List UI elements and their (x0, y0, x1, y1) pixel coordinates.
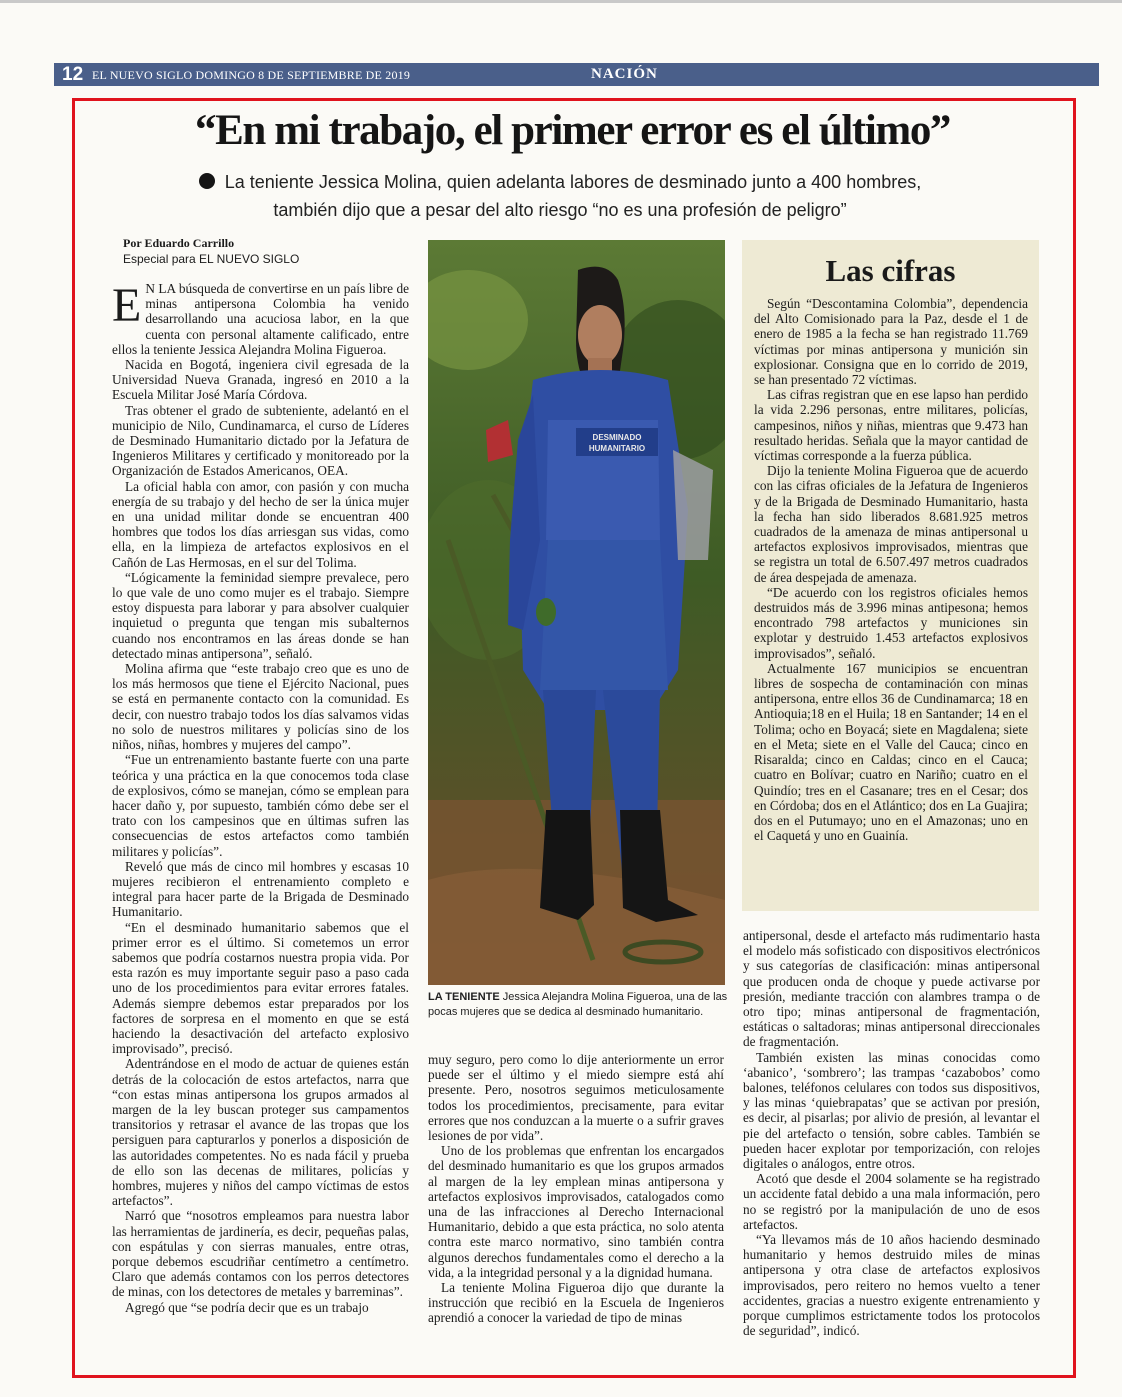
paragraph: “En el desminado humanitario sabemos que el primer error es el último. Si cometemos un error sabemos que podría costarnos nuestra propia vida. Por esta razón es muy importante seguir paso a paso cada uno de los procedimientos para evitar errores fatales. Además siempre debemos estar preparados por los factores de sorpresa en el momento en que se está haciendo la desactivación del artefacto explosivo improvisado”, precisó. (112, 919, 409, 1057)
byline-author: Por Eduardo Carrillo (123, 236, 235, 250)
sidebar-las-cifras (742, 240, 1039, 911)
headline: “En mi trabajo, el primer error es el último” (194, 107, 951, 154)
photo-caption (428, 990, 728, 1020)
sidebar-paragraph: Según “Descontamina Colombia”, dependencia del Alto Comisionado para la Paz, desde el 1 de enero de 1985 a la fecha se han registrado 11.769 víctimas por minas antipersona y munición sin explosionar. Consigna que en lo corrido de 2019, se han presentado 72 víctimas. (754, 296, 1028, 388)
paragraph: Tras obtener el grado de subteniente, adelantó en el municipio de Nilo, Cundinamarca, el curso de Líderes de Desminado Humanitario dictado por la Jefatura de Ingenieros Militares y certificado y monitoreado por la Organización de Estados Americanos, OEA. (112, 402, 409, 479)
caption-text: Jessica Alejandra Molina Figueroa, una de las pocas mujeres que se dedica al desminado humanitario. (428, 991, 728, 1018)
sidebar-paragraph: Actualmente 167 municipios se encuentran libres de sospecha de contaminación con minas antipersona, entre ellos 36 de Cundinamarca; 18 en Antioquia;18 en el Huila; 18 en Santander; 14 en el Tolima; ocho en Boyacá; siete en Magdalena; siete en el Meta; siete en el Valle del Cauca; cinco en Risaralda; cinco en Caldas; cinco en el Cauca; cuatro en Bolívar; cuatro en Nariño; cuatro en el Quindío; tres en el Casanare; tres en el Cesar; dos en Córdoba; dos en el Atlántico; dos en La Guajira; dos en el Putumayo; uno en el Amazonas; uno en el Caquetá y uno en Guainía. (754, 660, 1028, 844)
scan-edge (0, 0, 1122, 3)
paragraph: Acotó que desde el 2004 solamente se ha registrado un accidente fatal debido a una mala información, pero no se registró por la manipulación de uno de esos artefactos. (743, 1171, 1040, 1232)
article-column-2 (428, 1052, 724, 1326)
paragraph: La teniente Molina Figueroa dijo que durante la instrucción que recibió en la Escuela de Ingenieros aprendió a conocer la variedad de tipo de minas (428, 1280, 724, 1326)
sidebar-paragraph: Dijo la teniente Molina Figueroa que de acuerdo con las cifras oficiales de la Jefatura de Ingenieros y de la Brigada de Desminado Humanitario, hasta la fecha han sido liberados 8.681.925 metros cuadrados de la amenaza de minas antipersonal u artefactos explosivos improvisados, mientras que se registra un total de 6.507.497 metros cuadrados de área despejada de amenaza. (754, 463, 1028, 585)
paragraph: “Lógicamente la feminidad siempre prevalece, pero lo que vale de uno como mujer es el trabajo. Siempre estoy dispuesta para laborar y para absolver cualquier inquietud o pregunta que tengan mis subalternos cuando nos encontramos en las áreas donde se han detectado minas antipersona”, señaló. (112, 569, 409, 661)
section-name: NACIÓN (591, 66, 658, 82)
article-column-1 (112, 281, 409, 1315)
paragraph: También existen las minas conocidas como ‘abanico’, ‘sombrero’; las trampas ‘cazabobos’ como balones, teléfonos celulares con todos sus dispositivos, y las minas ‘quiebrapatas’ que se activan por presión, es decir, al pisarlas; por alivio de presión, al levantar el pie del artefacto o tensión, sobre cables. También se pueden hacer explotar por temporización, con relojes digitales o análogos, entre otros. (743, 1049, 1040, 1172)
paragraph: “Fue un entrenamiento bastante fuerte con una parte teórica y una práctica en la que conocemos toda clase de explosivos, cómo se manejan, cómo se emplean para hacer daño y, por supuesto, también cómo debe ser el trato con los campesinos que en últimas sufren las consecuencias de estos artefactos como también militares y policías”. (112, 752, 409, 859)
paragraph: “Ya llevamos más de 10 años haciendo desminado humanitario y hemos destruido miles de minas antipersona y otra clase de artefactos explosivos improvisados, pero reitero no hemos vuelto a tener accidentes, gracias a nuestro exigente entrenamiento y porque cumplimos estrictamente todos los protocolos de seguridad”, indicó. (743, 1232, 1040, 1339)
paragraph: Narró que “nosotros empleamos para nuestra labor las herramientas de jardinería, es decir, pequeñas palas, con espátulas y con sierras manuales, entre otras, porque debemos escudriñar centímetro a centímetro. Claro que además contamos con los perros detectores de minas, con los detectores de metales y barreminas”. (112, 1208, 409, 1300)
caption-lead: LA TENIENTE (428, 991, 500, 1003)
paragraph: N LA búsqueda de convertirse en un país libre de minas antipersona Colombia ha venido desarrollando una acuciosa labor, en la que cuenta con personal altamente calificado, entre ellos la teniente Jessica Alejandra Molina Figueroa. (112, 281, 409, 357)
soldier-photo (428, 240, 725, 985)
sidebar-paragraph: Las cifras registran que en ese lapso han perdido la vida 2.296 personas, entre militares, policías, campesinos, niños y niñas, mientras que 9.473 han resultado heridas. Señala que la mayor cantidad de víctimas corresponde a la fuerza pública. (754, 387, 1028, 464)
paragraph: Agregó que “se podría decir que es un trabajo (125, 1299, 369, 1315)
paragraph: Nacida en Bogotá, ingeniera civil egresada de la Universidad Nueva Granada, ingresó en 2010 a la Escuela Militar José María Córdova. (112, 357, 409, 403)
drop-cap: E (112, 279, 142, 332)
deck (150, 168, 970, 224)
patch-text-2: HUMANITARIO (588, 444, 646, 453)
paragraph: muy seguro, pero como lo dije anteriormente un error puede ser el último y el miedo siempre está ahí presente. Pero, nosotros seguimos meticulosamente todos los procedimientos, precisamente, para evitar errores que nos conduzcan a la muerte o a sufrir graves lesiones de por vida”. (428, 1052, 724, 1144)
date-line: EL NUEVO SIGLO DOMINGO 8 DE SEPTIEMBRE DE 2019 (92, 68, 411, 82)
byline-role: Especial para EL NUEVO SIGLO (123, 252, 300, 266)
article-column-3 (743, 928, 1040, 1338)
bullet-icon (199, 173, 215, 189)
deck-line-1: La teniente Jessica Molina, quien adelanta labores de desminado junto a 400 hombres, (224, 172, 922, 192)
page-number: 12 (62, 64, 84, 85)
deck-line-2: también dijo que a pesar del alto riesgo “no es una profesión de peligro” (273, 200, 847, 220)
paragraph: antipersonal, desde el artefacto más rudimentario hasta el modelo más sofisticado con dispositivos electrónicos y sus categorías de clasificación: minas antipersonal que producen onda de choque y puede activarse por presión, mediante tracción con alambres trampa o de otro tipo; minas antipersonal de fragmentación, estáticas o saltadoras; minas antipersonal direccionales de fragmentación. (743, 928, 1040, 1050)
sidebar-paragraph: “De acuerdo con los registros oficiales hemos destruidos más de 3.996 minas antipesona; hemos encontrado 798 artefactos y municiones sin explotar y destruido 1.453 artefactos explosivos improvisados”, señaló. (754, 584, 1028, 661)
paragraph: Adentrándose en el modo de actuar de quienes están detrás de la colocación de estos artefactos, narra que “con estas minas antipersona los grupos armados al margen de la ley buscan proteger sus campamentos transitorios y retrasar el avance de las tropas que los persiguen para capturarlos y ponerlos a disposición de las autoridades competentes. No es nada fácil y prueba de ello son las decenas de militares, policías y hombres, mujeres y niños del campo víctimas de estos artefactos”. (112, 1056, 409, 1209)
paragraph: Reveló que más de cinco mil hombres y escasas 10 mujeres recibieron el entrenamiento completo e integral para hacer parte de la Brigada de Desminado Humanitario. (112, 858, 409, 920)
paragraph: Uno de los problemas que enfrentan los encargados del desminado humanitario es que los grupos armados al margen de la ley emplean minas antipersona y artefactos explosivos improvisados, catalogados como una de las infracciones al Derecho Internacional Humanitario, debido a que esta práctica, no solo atenta contra este marco normativo, sino también contra algunos derechos fundamentales como el derecho a la vida, a la integridad personal y a la dignidad humana. (428, 1143, 724, 1280)
paragraph: Molina afirma que “este trabajo creo que es uno de los más hermosos que tiene el Ejército Nacional, pues se está en permanente contacto con la comunidad. Es decir, con nuestro trabajo todos los días salvamos vidas no solo de nuestros militares y policías sino de los niños, niñas, hombres y mujeres del campo”. (112, 661, 409, 753)
page-header-ribbon (54, 63, 1099, 86)
soldier-illustration (428, 240, 725, 985)
patch-text-1: DESMINADO (592, 433, 642, 442)
sidebar-title: Las cifras (825, 253, 956, 288)
paragraph: La oficial habla con amor, con pasión y con mucha energía de su trabajo y del hecho de ser la única mujer en una unidad militar donde se encuentran 400 hombres que todos los días arriesgan sus vidas, como ella, en la limpieza de artefactos explosivos en el Cañón de Las Hermosas, en el sur del Tolima. (112, 478, 409, 570)
